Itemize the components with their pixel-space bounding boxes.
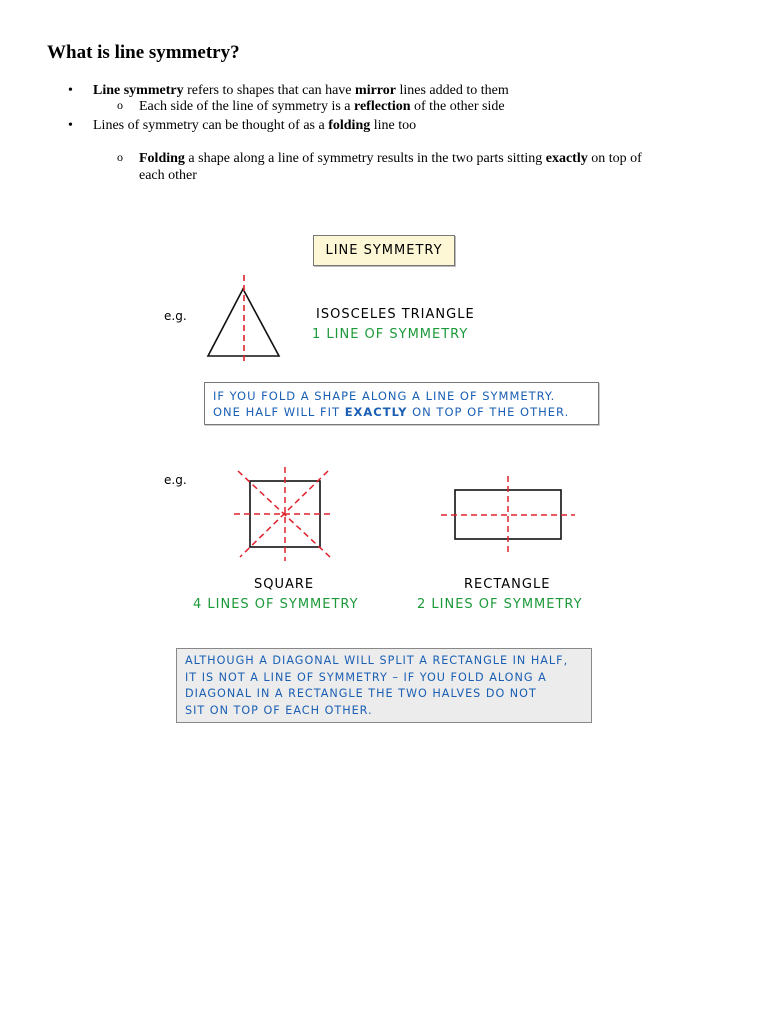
- term-reflection: reflection: [354, 99, 411, 114]
- term-folding: folding: [328, 118, 371, 133]
- bullet-1-mid: refers to shapes that can have: [183, 83, 356, 98]
- bullet-1-sub-text: [139, 98, 505, 115]
- triangle-figure: [200, 270, 290, 365]
- diagonal-note-line-2: IT IS NOT A LINE OF SYMMETRY – IF YOU FOLD ALONG A: [185, 670, 547, 684]
- square-name: SQUARE: [254, 577, 315, 592]
- bullet-marker: •: [68, 118, 73, 133]
- bullet-1-text: [93, 82, 509, 99]
- fold-note-line-1: IF YOU FOLD A SHAPE ALONG A LINE OF SYMMETRY.: [213, 389, 556, 403]
- sub-bullet-marker: o: [117, 98, 123, 112]
- eg-label-2: e.g.: [164, 473, 187, 487]
- fold-note: [204, 382, 599, 425]
- sub-1-pre: Each side of the line of symmetry is a: [139, 99, 354, 114]
- diagonal-note: [176, 648, 592, 723]
- diagram-title: LINE SYMMETRY: [313, 235, 455, 266]
- square-line-count: 4 LINES OF SYMMETRY: [193, 597, 359, 612]
- rectangle-name: RECTANGLE: [464, 577, 551, 592]
- diagonal-note-line-3: DIAGONAL IN A RECTANGLE THE TWO HALVES DO NOT: [185, 687, 537, 700]
- sub-2-post: on top of: [587, 151, 642, 166]
- rectangle-line-count: 2 LINES OF SYMMETRY: [417, 597, 583, 612]
- bullet-2-sub-text: [139, 150, 642, 167]
- triangle-line-count: 1 LINE OF SYMMETRY: [312, 327, 469, 342]
- sub-1-post: of the other side: [410, 99, 505, 114]
- diagonal-note-line-1: ALTHOUGH A DIAGONAL WILL SPLIT A RECTANGLE IN HALF,: [185, 654, 569, 667]
- bullet-2-sub-text-cont: each other: [139, 168, 197, 183]
- term-mirror: mirror: [355, 83, 396, 98]
- bullet-2-text: [93, 117, 416, 134]
- term-folding-bold: Folding: [139, 151, 185, 166]
- bullet-2-pre: Lines of symmetry can be thought of as a: [93, 118, 329, 133]
- square-figure: [230, 465, 336, 565]
- rectangle-figure: [438, 474, 578, 556]
- triangle-name: ISOSCELES TRIANGLE: [316, 307, 475, 322]
- sub-2-mid: a shape along a line of symmetry results in the two parts sitting: [184, 151, 546, 166]
- bullet-marker: •: [68, 83, 73, 98]
- fold-note-line-2-pre: ONE HALF WILL FIT: [213, 405, 345, 419]
- term-exactly: exactly: [545, 151, 588, 166]
- page-heading: What is line symmetry?: [47, 42, 240, 63]
- fold-note-line-2-post: ON TOP OF THE OTHER.: [407, 405, 570, 419]
- bullet-1-post: lines added to them: [395, 83, 509, 98]
- term-line-symmetry: Line symmetry: [93, 83, 184, 98]
- diagonal-note-line-4: SIT ON TOP OF EACH OTHER.: [185, 703, 373, 717]
- bullet-2-post: line too: [370, 118, 417, 133]
- sub-bullet-marker: o: [117, 150, 123, 164]
- eg-label-1: e.g.: [164, 309, 187, 323]
- fold-note-line-2: [213, 404, 590, 420]
- fold-note-exactly: EXACTLY: [344, 405, 408, 419]
